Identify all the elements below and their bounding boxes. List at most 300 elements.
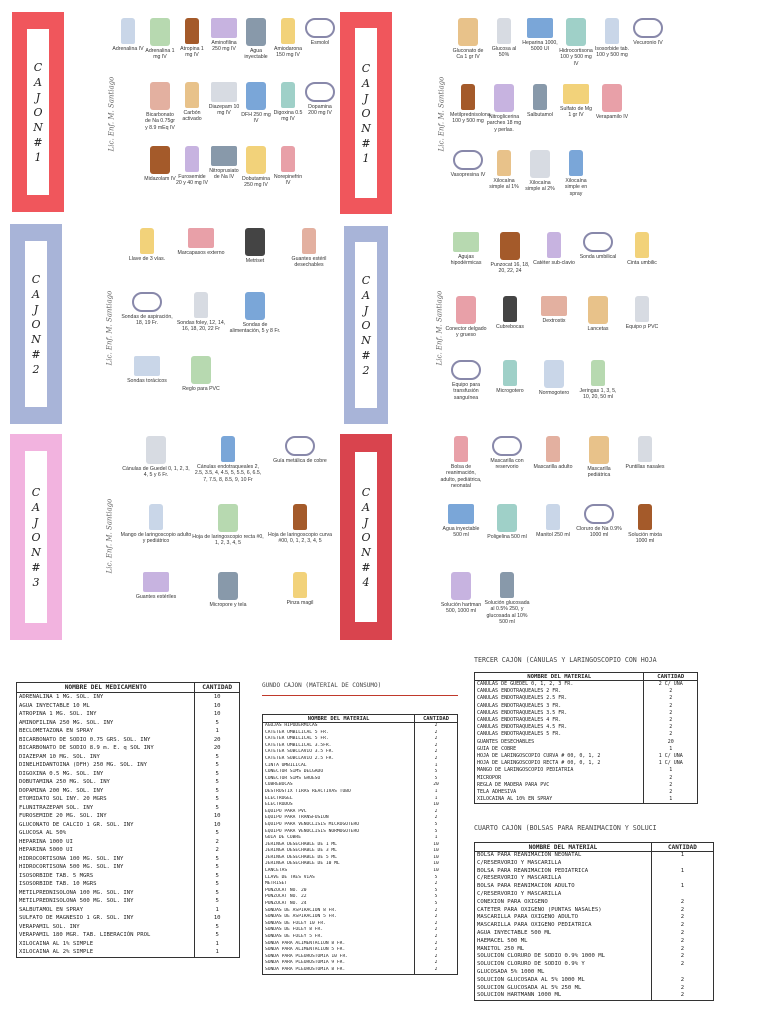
supply-item bbox=[450, 84, 491, 150]
table-row bbox=[475, 796, 698, 804]
supply-label: Dobutamina 250 mg IV bbox=[242, 176, 270, 189]
supply-item bbox=[174, 356, 228, 420]
tab-letter: C bbox=[31, 485, 41, 499]
supply-image bbox=[546, 436, 560, 462]
quantity-cell: 2 bbox=[651, 907, 713, 915]
tab-letter: J bbox=[33, 515, 39, 529]
quantity-cell: 2 bbox=[415, 908, 458, 915]
item-name-cell: GLUCONATO DE CALCIO 1 GR. SOL. INY bbox=[17, 821, 195, 830]
quantity-cell: 5 bbox=[195, 863, 240, 872]
supply-image bbox=[281, 18, 295, 44]
tab-label bbox=[25, 241, 47, 407]
table-row bbox=[475, 930, 714, 938]
drawer-1-meds-panel-2 bbox=[340, 10, 668, 220]
table-row bbox=[263, 835, 458, 842]
table-row bbox=[17, 923, 240, 932]
item-name-cell: CATETER UMBILICAL 3.5FR. bbox=[263, 743, 415, 750]
quantity-cell: 5 bbox=[195, 770, 240, 779]
table-row bbox=[263, 736, 458, 743]
item-name-cell: MANGO DE LARINGOSCOPIO PEDIATRIA bbox=[475, 767, 644, 774]
table-row bbox=[17, 889, 240, 898]
table-row bbox=[263, 908, 458, 915]
table-row bbox=[475, 717, 698, 724]
supply-image bbox=[456, 296, 476, 324]
supply-item bbox=[282, 292, 336, 356]
supply-label: Poligelina 500 ml bbox=[487, 534, 527, 540]
quantity-cell: 2 bbox=[415, 914, 458, 921]
supply-item bbox=[112, 82, 144, 146]
quantity-cell: 2 bbox=[415, 921, 458, 928]
supply-label: Midazolam IV bbox=[144, 176, 176, 182]
quantity-cell: 1 bbox=[644, 767, 698, 774]
table-row bbox=[263, 802, 458, 809]
item-name-cell: CUBREBOCAS bbox=[263, 782, 415, 789]
supply-image bbox=[246, 82, 266, 110]
item-grid bbox=[438, 436, 668, 640]
supply-image bbox=[134, 356, 160, 376]
supply-image bbox=[185, 146, 199, 172]
supply-item bbox=[438, 436, 484, 504]
drawer-tab bbox=[340, 434, 392, 640]
supply-label: Catéter sub-clavio bbox=[533, 260, 575, 266]
table-row bbox=[263, 756, 458, 763]
table-row bbox=[17, 778, 240, 787]
supply-label: Mascarilla pediátrica bbox=[587, 466, 611, 479]
supply-image bbox=[500, 232, 520, 260]
quantity-cell: 2 bbox=[644, 731, 698, 738]
supply-item bbox=[630, 150, 666, 216]
item-name-cell: XILOCAINA AL 1% SIMPLE bbox=[17, 940, 195, 949]
item-grid bbox=[120, 436, 336, 640]
table-row bbox=[263, 848, 458, 855]
item-name-cell: SONDAS DE FOLEY 8 FR. bbox=[263, 927, 415, 934]
tab-label bbox=[355, 28, 377, 198]
supply-item bbox=[486, 84, 522, 150]
supply-item bbox=[208, 82, 240, 146]
supply-item bbox=[228, 292, 282, 356]
drawer-2-supplies-panel-2 bbox=[340, 224, 668, 428]
quantity-cell: 2 bbox=[644, 775, 698, 782]
supply-label: Punzocat 16, 18, 20, 22, 24 bbox=[490, 262, 530, 275]
item-name-cell: ISOSORBIDE TAB. 5 MGRS bbox=[17, 872, 195, 881]
item-name-cell: HEPARINA 1000 UI bbox=[17, 838, 195, 847]
supply-image bbox=[451, 572, 471, 600]
item-name-cell: CANULAS ENDOTRAQUEALES 2.5 FR. bbox=[475, 695, 644, 702]
supply-image bbox=[245, 228, 265, 256]
supply-label: Xilocaína simple al 1% bbox=[489, 178, 519, 191]
tab-letter: O bbox=[33, 105, 43, 119]
item-name-cell: SONDA PARA PLEUROSTOMIA 10 FR. bbox=[263, 954, 415, 961]
table-row bbox=[475, 688, 698, 695]
quantity-cell: 10 bbox=[415, 855, 458, 862]
item-name-cell: HIDROCORTISONA 500 MG. SOL. INY bbox=[17, 863, 195, 872]
table-row bbox=[17, 727, 240, 736]
table-row bbox=[17, 719, 240, 728]
quantity-cell: 5 bbox=[415, 769, 458, 776]
quantity-cell: 2 bbox=[644, 710, 698, 717]
tab-letter: J bbox=[363, 303, 369, 317]
supply-label: Amiodarona 150 mg IV bbox=[274, 46, 302, 59]
supply-item bbox=[272, 82, 304, 146]
tab-letter: N bbox=[361, 121, 371, 135]
drawer-2-supplies-panel bbox=[10, 224, 336, 428]
supply-label: Guantes estériles bbox=[135, 594, 177, 600]
tab-letter: C bbox=[33, 60, 43, 74]
item-name-cell: DOBUTAMINA 250 MG. SOL. INY bbox=[17, 778, 195, 787]
supply-image bbox=[150, 82, 170, 110]
item-name-cell: CANULAS ENDOTRAQUEALES 3 FR. bbox=[475, 703, 644, 710]
item-name-cell: BOLSA PARA REANIMACIÓN PEDIÁTRICA bbox=[475, 868, 652, 876]
item-name-cell: CATETER UMBILICAL 5 FR. bbox=[263, 736, 415, 743]
table-row bbox=[263, 796, 458, 803]
item-name-cell: BOLSA PARA REANIMACIÓN ADULTO bbox=[475, 883, 652, 891]
item-name-cell: CATETER UMBILICAL 5 FR. bbox=[263, 730, 415, 737]
supply-image bbox=[194, 292, 208, 318]
drawer-tab bbox=[344, 226, 388, 424]
quantity-cell: 2 bbox=[415, 954, 458, 961]
quantity-cell: 2 bbox=[651, 938, 713, 946]
item-name-cell: C/RESERVORIO Y MASCARILLA bbox=[475, 875, 652, 883]
supply-label: Heparina 1000, 5000 UI bbox=[522, 40, 558, 53]
table-row bbox=[263, 960, 458, 967]
tab-letter: N bbox=[31, 545, 41, 559]
supply-label: Dextrostix bbox=[542, 318, 566, 324]
supply-label: Metilprednisolona 100 y 500 mg bbox=[450, 112, 491, 125]
supply-label: Solución hartman 500, 1000 ml bbox=[440, 602, 482, 615]
supply-image bbox=[245, 292, 265, 320]
quantity-cell: 1 C/ UNA bbox=[644, 753, 698, 760]
quantity-cell: 2 bbox=[644, 717, 698, 724]
item-name-cell: AMINOFILINA 250 MG. SOL. INY bbox=[17, 719, 195, 728]
supply-image bbox=[143, 572, 169, 592]
supply-item bbox=[144, 18, 176, 82]
supply-image bbox=[281, 146, 295, 172]
supply-item bbox=[576, 360, 620, 424]
table-row bbox=[263, 947, 458, 954]
quantity-cell: 20 bbox=[415, 782, 458, 789]
supply-label: Digoxina 0.5 mg IV bbox=[273, 110, 303, 123]
supply-image bbox=[492, 436, 522, 456]
supply-image bbox=[497, 504, 517, 532]
supply-image bbox=[293, 504, 307, 530]
table-row bbox=[263, 954, 458, 961]
quantity-cell: 5 bbox=[195, 795, 240, 804]
table-row bbox=[17, 914, 240, 923]
supply-label: Mascarilla adulto bbox=[533, 464, 573, 470]
supply-item bbox=[620, 296, 664, 360]
tab-letter: O bbox=[31, 530, 41, 544]
supply-item bbox=[120, 436, 192, 504]
item-name-cell: SOLUCION HARTMANN 1000 ML bbox=[475, 992, 652, 1000]
supply-item bbox=[192, 436, 264, 504]
quantity-cell: 10 bbox=[415, 802, 458, 809]
quantity-cell: 2 bbox=[415, 756, 458, 763]
supply-item bbox=[144, 146, 176, 210]
item-name-cell: C/RESERVORIO Y MASCARILLA bbox=[475, 891, 652, 899]
item-name-cell: CANULAS ENDOTRAQUEALES 4.5 FR. bbox=[475, 724, 644, 731]
table-row bbox=[17, 906, 240, 915]
table-row bbox=[475, 992, 714, 1000]
supply-item bbox=[272, 18, 304, 82]
supply-label: Solución glucosada al 0.5% 250, y glucosada al 10% 500 ml bbox=[484, 600, 530, 625]
item-name-cell: CANULAS ENDOTRAQUEALES 2 FR. bbox=[475, 688, 644, 695]
table-row bbox=[475, 899, 714, 907]
supply-item bbox=[282, 228, 336, 292]
supply-label: Normogotero bbox=[538, 390, 570, 396]
supply-image bbox=[305, 82, 335, 102]
tab-letter: C bbox=[31, 272, 41, 286]
table-row bbox=[475, 961, 714, 969]
supply-image bbox=[461, 84, 475, 110]
supply-label: Salbutamol bbox=[527, 112, 553, 118]
supply-image bbox=[453, 232, 479, 252]
supply-item bbox=[594, 150, 630, 216]
item-name-cell: SULFATO DE MAGNESIO 1 GR. SOL. INY bbox=[17, 914, 195, 923]
supply-item bbox=[444, 232, 488, 296]
tab-label bbox=[27, 29, 49, 195]
table-row bbox=[263, 749, 458, 756]
table-row bbox=[263, 901, 458, 908]
quantity-cell: 10 bbox=[415, 848, 458, 855]
table-row bbox=[475, 953, 714, 961]
table-row bbox=[263, 868, 458, 875]
quantity-cell: 2 bbox=[651, 946, 713, 954]
supply-label: Sonda umbilical bbox=[579, 254, 617, 260]
quantity-cell: 2 bbox=[415, 723, 458, 730]
table-row bbox=[475, 782, 698, 789]
table-row bbox=[475, 852, 714, 860]
table-title: CUARTO CAJÓN (BOLSAS PARA REANIMACIÓN Y SOLUCI bbox=[474, 824, 657, 832]
supply-image bbox=[638, 504, 652, 530]
supply-image bbox=[293, 572, 307, 598]
supply-item bbox=[532, 360, 576, 424]
item-name-cell: PUNZOCAT NO. 24 bbox=[263, 901, 415, 908]
signature: Lic. Enf. M. Santiago bbox=[105, 290, 114, 366]
supply-image bbox=[132, 292, 162, 312]
airway-table bbox=[474, 656, 710, 804]
item-name-cell: CATETER PARA OXIGENO (PUNTAS NASALES) bbox=[475, 907, 652, 915]
supply-label: Nitroprusiato de Na IV bbox=[209, 168, 239, 181]
item-name-cell: MASCARILLA PARA OXIGENO ADULTO bbox=[475, 914, 652, 922]
tab-letter: 4 bbox=[362, 575, 370, 589]
table-row bbox=[475, 938, 714, 946]
item-name-cell: BICARBONATO DE SODIO 8.9 m. E. q SOL INY bbox=[17, 744, 195, 753]
tab-letter: A bbox=[362, 288, 370, 302]
table-row bbox=[17, 872, 240, 881]
table-row bbox=[475, 868, 714, 876]
table-row bbox=[263, 875, 458, 882]
table-row bbox=[475, 739, 698, 746]
supply-label: Norepinefrin IV bbox=[273, 174, 303, 187]
drawer-tab bbox=[10, 224, 62, 424]
quantity-cell: 5 bbox=[195, 897, 240, 906]
table-row bbox=[17, 948, 240, 957]
table-row bbox=[17, 702, 240, 711]
item-grid bbox=[444, 232, 668, 424]
item-name-cell: BICARBONATO DE SODIO 0.75 GRS. SOL. INY bbox=[17, 736, 195, 745]
supply-item bbox=[208, 146, 240, 210]
item-name-cell: METILPREDNISOLONA 500 MG. SOL. INY bbox=[17, 897, 195, 906]
supply-item bbox=[558, 84, 594, 150]
tab-letter: C bbox=[361, 61, 371, 75]
supply-item bbox=[576, 572, 622, 640]
table-row bbox=[17, 897, 240, 906]
quantity-cell: 1 C/ UNA bbox=[644, 760, 698, 767]
supply-label: Cánulas endotraqueales 2, 2.5, 3.5, 4, 4.5, 5, 5.5, 6, 6.5, 7, 7.5, 8, 8.5, 9, 10 Fr bbox=[194, 464, 262, 483]
table-row bbox=[475, 969, 714, 977]
item-name-cell: EQUIPO PARA VENOCLISIS MICROGOTERO bbox=[263, 822, 415, 829]
signature: Lic. Enf. M. Santiago bbox=[105, 498, 114, 574]
supply-image bbox=[211, 146, 237, 166]
quantity-cell: 10 bbox=[195, 693, 240, 702]
table-row bbox=[475, 746, 698, 753]
quantity-cell bbox=[651, 891, 713, 899]
supply-label: Aminofilina 250 mg IV bbox=[211, 40, 237, 53]
quantity-cell: 2 bbox=[651, 961, 713, 969]
table-row bbox=[263, 967, 458, 974]
table-row bbox=[263, 743, 458, 750]
supply-image bbox=[494, 84, 514, 112]
item-name-cell: XILOCAINA AL 10% EN SPRAY bbox=[475, 796, 644, 804]
quantity-cell: 1 bbox=[195, 727, 240, 736]
supply-label: Vecuronio IV bbox=[633, 40, 663, 46]
quantity-cell: 1 bbox=[651, 852, 713, 860]
supply-label: Microgotero bbox=[496, 388, 524, 394]
supply-label: Sondas torácicos bbox=[127, 378, 167, 384]
supply-item bbox=[176, 82, 208, 146]
supply-label: Cinta umbilic bbox=[627, 260, 657, 266]
table-row bbox=[475, 703, 698, 710]
supply-label: Hoja de laringoscopio curva #00, 0, 1, 2, 3, 4, 5 bbox=[267, 532, 332, 545]
supply-item bbox=[484, 504, 530, 572]
item-name-cell: C/RESERVORIO Y MASCARILLA bbox=[475, 860, 652, 868]
table-row bbox=[17, 821, 240, 830]
supply-image bbox=[544, 360, 564, 388]
item-name-cell: SALBUTAMOL EN SPRAY bbox=[17, 906, 195, 915]
supply-image bbox=[584, 504, 614, 524]
table-row bbox=[263, 809, 458, 816]
item-name-cell: SONDA PARA PLEUROSTOMIA 8 FR. bbox=[263, 967, 415, 974]
quantity-cell: 1 bbox=[651, 868, 713, 876]
item-name-cell: DIGOXINA 0.5 MG. SOL. INY bbox=[17, 770, 195, 779]
quantity-cell: 1 bbox=[415, 835, 458, 842]
item-name-cell: AGUA INYECTABLE 500 ML bbox=[475, 930, 652, 938]
item-name-cell: SONDA PARA PLEUROSTOMIA 9 FR. bbox=[263, 960, 415, 967]
supply-image bbox=[503, 296, 517, 322]
supply-item bbox=[486, 18, 522, 84]
quantity-cell: 2 bbox=[644, 782, 698, 789]
quantity-cell: 1 bbox=[651, 883, 713, 891]
supply-image bbox=[305, 18, 335, 38]
tab-letter: A bbox=[32, 287, 40, 301]
quantity-cell bbox=[651, 969, 713, 977]
column-header: CANTIDAD bbox=[195, 683, 240, 693]
tab-letter: J bbox=[363, 515, 369, 529]
table-row bbox=[475, 753, 698, 760]
drawer-1-meds-panel bbox=[12, 12, 336, 216]
table-row bbox=[475, 875, 714, 883]
quantity-cell: 5 bbox=[195, 889, 240, 898]
supply-item bbox=[576, 296, 620, 360]
supply-label: Jeringas 1, 3, 5, 10, 20, 50 ml bbox=[579, 388, 617, 401]
supply-label: Sondas de alimentación, 5 y 8 Fr. bbox=[229, 322, 281, 335]
supply-label: Conector delgado y grueso bbox=[445, 326, 487, 339]
item-name-cell: MICROPOR bbox=[475, 775, 644, 782]
supply-image bbox=[546, 504, 560, 530]
supply-label: Esmolol bbox=[310, 40, 330, 46]
drawer-tab bbox=[340, 12, 392, 214]
supply-label: DFH 250 mg IV bbox=[241, 112, 271, 125]
quantity-cell: 20 bbox=[195, 736, 240, 745]
supply-label: Cloruro de Na 0.9% 1000 ml bbox=[576, 526, 622, 539]
supply-item bbox=[112, 18, 144, 82]
quantity-cell: 1 bbox=[195, 948, 240, 957]
supply-image bbox=[633, 18, 663, 38]
quantity-cell: 2 bbox=[415, 730, 458, 737]
supply-image bbox=[500, 572, 514, 598]
supply-label: Glucosa al 50% bbox=[491, 46, 517, 59]
supply-label: Micropore y tela bbox=[209, 602, 247, 608]
item-name-cell: SONDA PARA ALIMENTACION 5 FR. bbox=[263, 947, 415, 954]
supply-image bbox=[588, 296, 608, 324]
supply-item bbox=[240, 18, 272, 82]
tab-letter: 3 bbox=[32, 575, 40, 589]
quantity-cell: 2 bbox=[195, 846, 240, 855]
tab-letter: N bbox=[31, 332, 41, 346]
tab-letter: # bbox=[361, 560, 371, 574]
quantity-cell: 2 bbox=[644, 695, 698, 702]
item-name-cell: SONDAS DE FOLEY 5 FR. bbox=[263, 934, 415, 941]
quantity-cell: 2 bbox=[415, 809, 458, 816]
supply-label: Equipo para transfusión sanguínea bbox=[452, 382, 480, 401]
item-name-cell: JERINGA DESECHABLE DE 5 ML bbox=[263, 855, 415, 862]
consumables-table bbox=[262, 682, 458, 975]
supply-item bbox=[484, 572, 530, 640]
table-row bbox=[475, 985, 714, 993]
supply-image bbox=[527, 18, 553, 38]
table-row bbox=[263, 815, 458, 822]
quantity-cell: 2 bbox=[415, 960, 458, 967]
quantity-cell: 20 bbox=[644, 739, 698, 746]
tab-letter: J bbox=[363, 91, 369, 105]
table-row bbox=[17, 880, 240, 889]
supply-image bbox=[188, 228, 214, 248]
signature: Lic. Enf. M. Santiago bbox=[435, 290, 444, 366]
table-row bbox=[263, 763, 458, 770]
table-row bbox=[17, 710, 240, 719]
supply-image bbox=[454, 436, 468, 462]
supply-item bbox=[176, 18, 208, 82]
table-row bbox=[263, 776, 458, 783]
supply-image bbox=[221, 436, 235, 462]
supply-image bbox=[211, 18, 237, 38]
supply-item bbox=[444, 360, 488, 424]
item-name-cell: CINTA UMBILICAL bbox=[263, 763, 415, 770]
item-name-cell: SONDAS DE ASPIRACION 5 FR. bbox=[263, 914, 415, 921]
table-row bbox=[263, 842, 458, 849]
supply-item bbox=[450, 18, 486, 84]
quantity-cell: 10 bbox=[195, 702, 240, 711]
supply-label: Mascarilla con reservorio bbox=[490, 458, 524, 471]
supply-item bbox=[522, 150, 558, 216]
tab-letter: N bbox=[361, 333, 371, 347]
supply-item bbox=[576, 504, 622, 572]
item-name-cell: DOPAMINA 200 MG. SOL. INY bbox=[17, 787, 195, 796]
tab-letter: O bbox=[361, 106, 371, 120]
supply-item bbox=[530, 436, 576, 504]
supply-image bbox=[246, 146, 266, 174]
table-row bbox=[263, 934, 458, 941]
